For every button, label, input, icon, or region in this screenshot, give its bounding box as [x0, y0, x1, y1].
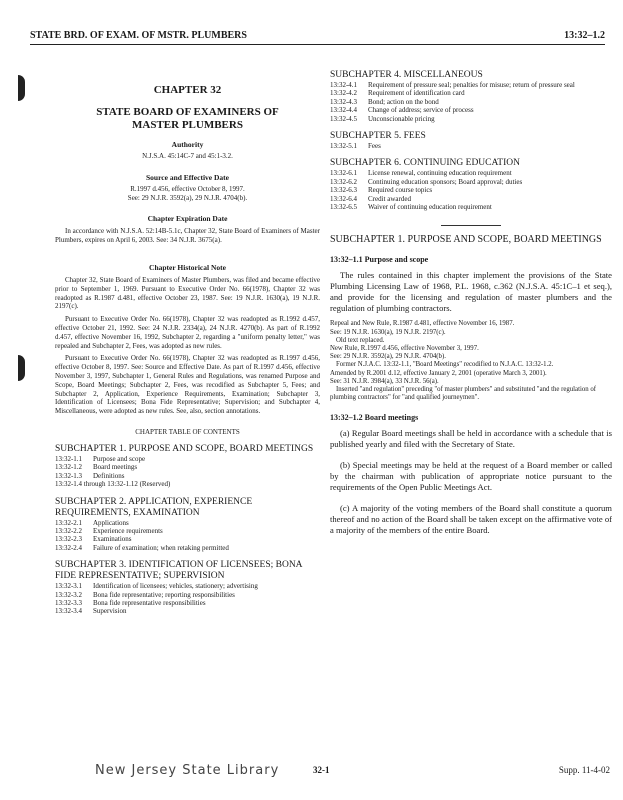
chapter-title: STATE BOARD OF EXAMINERS OF MASTER PLUMBERS — [96, 106, 279, 131]
list-item: 13:32-2.2 Experience requirements — [55, 526, 163, 535]
section-heading: 13:32–1.1 Purpose and scope — [330, 255, 429, 265]
list-item: 13:32-1.2 Board meetings — [55, 463, 138, 472]
chapter-number: CHAPTER 32 — [153, 84, 222, 96]
list-item: 13:32-2.1 Applications — [55, 518, 129, 527]
toc-list — [55, 519, 229, 553]
history-paragraph: Pursuant to Executive Order No. 66(1978), Chapter 32 was readopted as R.1992 d.457, effective October 21, 1992. See: 24 N.J.R. 2334(a), 24 N.J.R. 4270(b). As part of R.1992 d.457, effective November 16, 1992, Subchapter 2, regarding a "uniform penalty letter," was repealed and Subchapter 2, Fees, was adopted as new rules. — [55, 315, 320, 350]
source-heading: Source and Effective Date — [146, 172, 229, 182]
toc-subchapter-title: SUBCHAPTER 6. CONTINUING EDUCATION — [330, 158, 520, 169]
list-item: 13:32-4.5 Unconscionable pricing — [330, 114, 435, 123]
section-heading: 13:32–1.2 Board meetings — [330, 412, 419, 422]
source-line: R.1997 d.456, effective October 8, 1997. — [130, 184, 245, 193]
list-item: 13:32-1.1 Purpose and scope — [55, 454, 146, 463]
history-heading: Chapter Historical Note — [149, 262, 226, 272]
toc-heading: CHAPTER TABLE OF CONTENTS — [135, 427, 240, 436]
source-line: See: 29 N.J.R. 3592(a), 29 N.J.R. 4704(b). — [127, 193, 248, 202]
list-item: 13:32-2.4 Failure of examination; when retaking permitted — [55, 543, 229, 552]
library-watermark: New Jersey State Library — [95, 763, 280, 778]
list-item: 13:32-6.5 Waiver of continuing education requirement — [330, 203, 492, 212]
list-item: 13:32-3.4 Supervision — [55, 607, 127, 616]
list-item: 13:32-3.3 Bona fide representative responsibilities — [55, 599, 206, 607]
authority-heading: Authority — [171, 140, 204, 149]
list-item: 13:32-6.3 Required course topics — [330, 186, 433, 195]
page-number: 32-1 — [313, 765, 330, 775]
list-item: 13:32-3.2 Bona fide representative; reporting responsibilities — [55, 590, 235, 599]
toc-subchapter-title: SUBCHAPTER 1. PURPOSE AND SCOPE, BOARD MEETINGS — [55, 443, 314, 454]
list-item: 13:32-4.1 Requirement of pressure seal; penalties for misuse; return of pressure seal — [330, 81, 575, 89]
toc-list — [330, 142, 381, 150]
header-title: STATE BRD. OF EXAM. OF MSTR. PLUMBERS — [30, 30, 247, 41]
toc-subchapter-title: SUBCHAPTER 5. FEES — [330, 131, 426, 142]
expiration-text: In accordance with N.J.S.A. 52:14B-5.1c, Chapter 32, State Board of Examiners of Master Plumbers, expires on April 6, 2003. See: 34 N.J.R. 3675(a). — [55, 227, 320, 245]
list-item: 13:32-3.1 Identification of licensees; vehicles, stationery; advertising — [55, 582, 258, 591]
list-item: 13:32-6.1 License renewal, continuing education requirement — [330, 169, 512, 178]
history-paragraph: Pursuant to Executive Order No. 66(1978), Chapter 32 was readopted as R.1997 d.456, effective October 8, 1997. See: Source and Effective Date. As part of R.1997 d.456, effective November 3, 1997, Subchapter 1, General Rules and Regulations, was renamed Purpose and Scope, Board Meetings; Subchapter 2, Fees, was recodified as Subchapter 5, Fees; and Subchapter 2, Application, Experience Requirements, Examination; Subchapter 3, Identification of Licensees; Bona Fide Representative; Supervision; and Subchapter 4, Miscellaneous, were adopted as new rules. See, also, section annotations. — [55, 354, 320, 416]
list-item: 13:32-6.4 Credit awarded — [330, 194, 411, 203]
list-item: 13:32-1.3 Definitions — [55, 471, 125, 480]
list-item: 13:32-4.4 Change of address; service of process — [330, 106, 474, 115]
toc-subchapter-title: SUBCHAPTER 4. MISCELLANEOUS — [330, 70, 483, 80]
divider — [441, 225, 501, 226]
section-notes: Repeal and New Rule, R.1987 d.481, effective November 16, 1987. See: 19 N.J.R. 1630(a), 19 N.J.R. 2197(c). Old text replaced. New Rule, R.1997 d.456, effective November 3, 1997. See: 29 N.J.R. 3592(a), 29 N.J.R. 4704(b). Former N.J.A.C. 13:32-1.1, "Board Meetings" recodified to N.J.A.C. 13:32-1.2. Amended by R.2001 d.12, effective January 2, 2001 (operative March 3, 2001). See: 31 N.J.R. 3984(a), 33 N.J.R. 56(a). Inserted "and regulation" preceding "of master plumbers" and substituted "and the regulation of plumbing contractors" for "and qualified journeymen". — [330, 320, 596, 402]
section-paragraph: (a) Regular Board meetings shall be held in accordance with a schedule that is published yearly and filed with the Secretary of State. — [330, 427, 612, 449]
toc-subchapter-title: SUBCHAPTER 2. APPLICATION, EXPERIENCE REQUIREMENTS, EXAMINATION — [55, 496, 253, 518]
list-item: 13:32-4.2 Requirement of identification card — [330, 89, 465, 98]
authority-text: N.J.S.A. 45:14C-7 and 45:1-3.2. — [142, 152, 233, 160]
list-item: 13:32-5.1 Fees — [330, 142, 381, 151]
running-header — [30, 28, 605, 45]
list-item: 13:32-4.3 Bond; action on the bond — [330, 97, 439, 106]
expiration-heading: Chapter Expiration Date — [147, 214, 228, 224]
list-item: 13:32-2.3 Examinations — [55, 535, 132, 544]
binder-hole-mark — [18, 355, 25, 381]
section-text: The rules contained in this chapter implement the provisions of the State Plumbing Licensing Law of 1968, P.L. 1968, c.362 (N.J.S.A. 45:1C–1 et seq.), and provide for the licensing and regulation of master plumbers and the regulation of plumbing contractors. — [330, 270, 612, 314]
section-paragraph: (b) Special meetings may be held at the request of a Board member or called by the chairman with publication of appropriate notice pursuant to the requirements of the Open Public Meetings Act. — [330, 459, 612, 492]
section-paragraph: (c) A majority of the voting members of the Board shall constitute a quorum thereof and no action of the Board shall be taken except on the affirmative vote of a majority of the members of the entire Board. — [330, 502, 612, 535]
toc-subchapter-title: SUBCHAPTER 3. IDENTIFICATION OF LICENSEES; BONA FIDE REPRESENTATIVE; SUPERVISION — [55, 560, 303, 582]
toc-list — [330, 169, 522, 211]
page-footer — [95, 763, 610, 781]
binder-hole-mark — [18, 75, 25, 101]
toc-list — [55, 582, 258, 616]
list-item: 13:32-1.4 through 13:32-1.12 (Reserved) — [55, 480, 171, 489]
left-column — [55, 62, 320, 616]
header-section: 13:32–1.2 — [564, 30, 605, 41]
supplement-date: Supp. 11-4-02 — [558, 765, 610, 775]
toc-list — [330, 81, 575, 123]
toc-list — [55, 455, 170, 489]
history-paragraph: Chapter 32, State Board of Examiners of Master Plumbers, was filed and became effective prior to September 1, 1969. Pursuant to Executive Order No. 66(1978), Chapter 32 was readopted as R.1987 d.481, effective October 23, 1987. See: 19 N.J.R. 1630(a), 19 N.J.R. 2197(c). — [55, 275, 320, 311]
list-item: 13:32-6.2 Continuing education sponsors; Board approval; duties — [330, 177, 523, 186]
subchapter-title: SUBCHAPTER 1. PURPOSE AND SCOPE, BOARD MEETINGS — [330, 234, 602, 246]
right-column — [330, 70, 612, 536]
